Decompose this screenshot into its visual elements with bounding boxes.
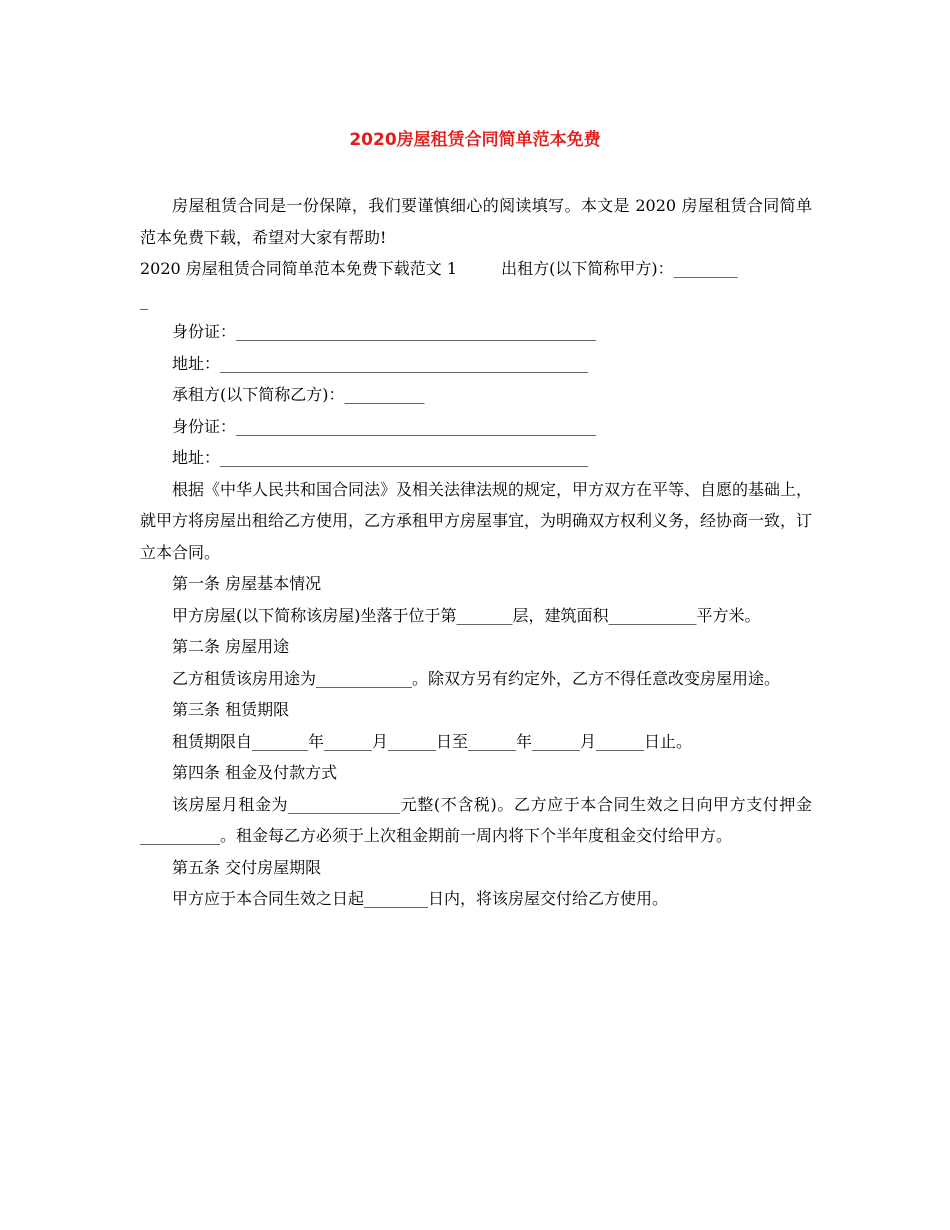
party-a-address-field: 地址：______________________________________________: [172, 353, 589, 373]
preamble-paragraph: 根据《中华人民共和国合同法》及相关法律法规的规定，甲方双方在平等、自愿的基础上，就甲方将房屋出租给乙方使用，乙方承租甲方房屋事宜，为明确双方权利义务，经协商一致，订立本合同。: [140, 479, 813, 562]
party-a-tail: _: [140, 290, 148, 310]
article-1-title: 第一条 房屋基本情况: [172, 574, 322, 593]
article-2-text: 乙方租赁该房用途为____________。除双方另有约定外，乙方不得任意改变房屋用途。: [172, 668, 781, 688]
party-a-label: 出租方(以下简称甲方)：________: [501, 259, 738, 278]
party-b-label: 承租方(以下简称乙方)：__________: [172, 385, 425, 404]
article-4-title: 第四条 租金及付款方式: [172, 763, 338, 782]
article-5-text: 甲方应于本合同生效之日起________日内，将该房屋交付给乙方使用。: [172, 889, 669, 908]
sample-heading: 2020 房屋租赁合同简单范本免费下载范文 1: [140, 259, 458, 278]
party-b-id-field: 身份证：_____________________________________________: [172, 416, 597, 436]
party-b-address-field: 地址：______________________________________________: [172, 448, 589, 467]
article-3-title: 第三条 租赁期限: [172, 700, 290, 719]
article-4-text: 该房屋月租金为______________元整(不含税)。乙方应于本合同生效之日向甲方支付押金__________。租金每乙方必须于上次租金期前一周内将下个半年度租金交付给甲方。: [140, 794, 812, 845]
document-body: [140, 190, 812, 915]
intro-paragraph: 房屋租赁合同是一份保障，我们要谨慎细心的阅读填写。本文是 2020 房屋租赁合同简单范本免费下载，希望对大家有帮助!: [140, 196, 812, 247]
article-1-text: 甲方房屋(以下简称该房屋)坐落于位于第_______层，建筑面积___________平方米。: [172, 605, 761, 625]
document-title: 2020房屋租赁合同简单范本免费: [349, 130, 601, 150]
article-3-text: 租赁期限自_______年______月______日至______年______月______日止。: [172, 731, 693, 751]
party-a-id-field: 身份证：_____________________________________________: [172, 322, 597, 341]
article-2-title: 第二条 房屋用途: [172, 637, 290, 656]
sample-heading-line: [140, 253, 812, 285]
article-5-title: 第五条 交付房屋期限: [172, 857, 322, 877]
